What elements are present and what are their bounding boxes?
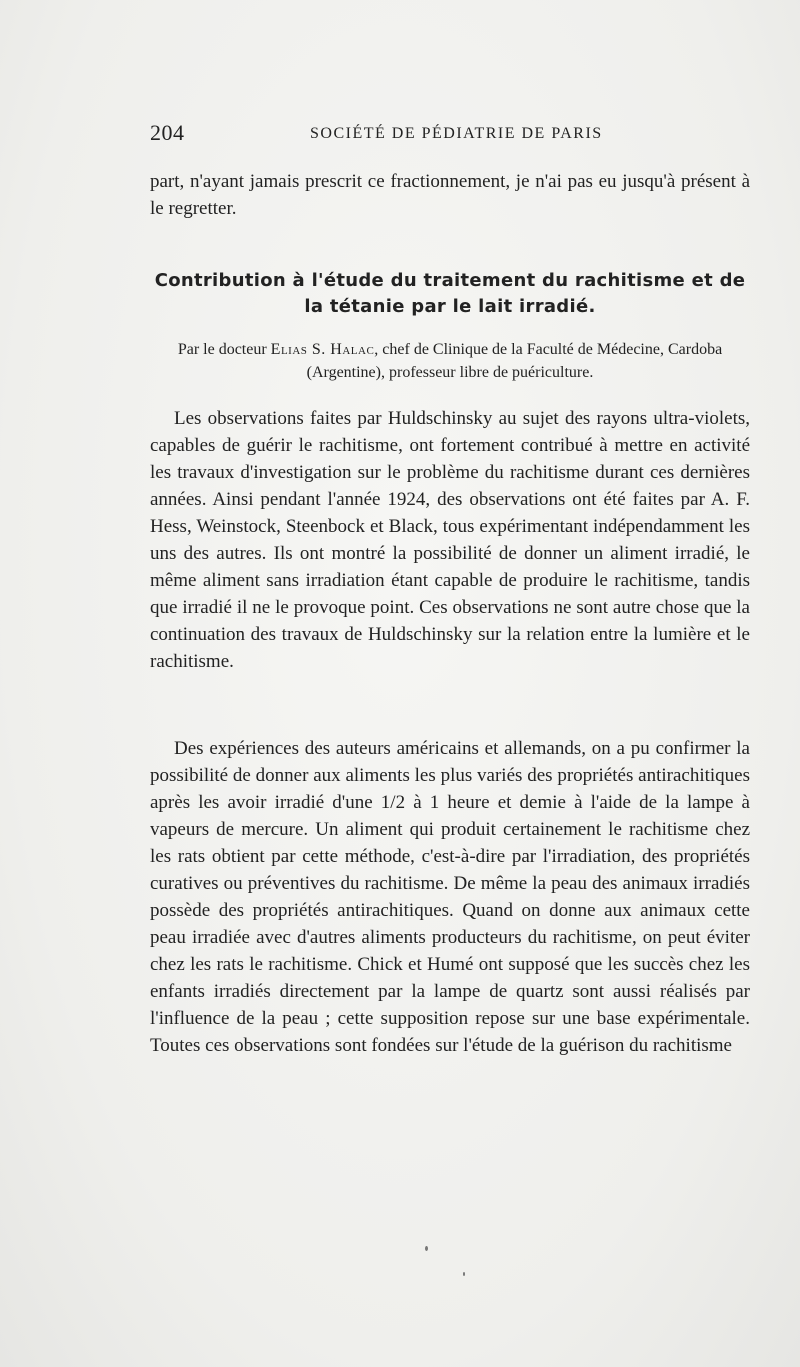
body-paragraph: Des expériences des auteurs américains et allemands, on a pu confirmer la possibilité de donner aux aliments les plus variés des propriétés antirachitiques après les avoir irradié d'une 1/2 à 1 heure et demie à l'aide de la lampe à vapeurs de mercure. Un aliment qui produit certainement le rachitisme chez les rats obtient par cette méthode, c'est-à-dire par l'irradiation, des propriétés curatives ou préventives du rachitisme. De même la peau des animaux irradiés possède des propriétés antirachitiques. Quand on donne aux animaux cette peau irradiée avec d'autres aliments producteurs du rachitisme, on peut éviter chez les rats le rachitisme. Chick et Humé ont supposé que les succès chez les enfants irradiés directement par la lampe de quartz sont aussi réalisés par l'influence de la peau ; cette supposition repose sur une base expérimentale. Toutes ces observations sont fondées sur l'étude de la guérison du rachitisme [150, 738, 750, 1056]
page-header [150, 120, 750, 150]
running-title: SOCIÉTÉ DE PÉDIATRIE DE PARIS [310, 125, 603, 142]
continuation-paragraph: part, n'ayant jamais prescrit ce fractionnement, je n'ai pas eu jusqu'à présent à le regretter. [150, 171, 750, 219]
article-byline [150, 338, 750, 384]
article-title: Contribution à l'étude du traitement du rachitisme et de la tétanie par le lait irradié. [154, 270, 746, 317]
page-number: 204 [150, 120, 185, 145]
ink-speck [463, 1272, 465, 1276]
ink-speck [425, 1246, 428, 1251]
byline-prefix: Par le docteur [177, 341, 267, 358]
author-affiliation: , chef de Clinique de la Faculté de Médecine, Cardoba (Argentine), professeur libre de puériculture. [306, 341, 723, 381]
body-paragraph: Les observations faites par Huldschinsky au sujet des rayons ultra-violets, capables de guérir le rachitisme, ont fortement contribué à mettre en activité les travaux d'investigation sur le problème du rachitisme durant ces dernières années. Ainsi pendant l'année 1924, des observations ont été faites par A. F. Hess, Weinstock, Steenbock et Black, tous expérimentant indépendamment les uns des autres. Ils ont montré la possibilité de donner un aliment irradié, le même aliment sans irradiation étant capable de produire le rachitisme, tandis que irradié il ne le provoque point. Ces observations ne sont autre chose que la continuation des travaux de Huldschinsky sur la relation entre la lumière et le rachitisme. [150, 408, 750, 672]
author-name: Elias S. Halac [270, 341, 375, 358]
